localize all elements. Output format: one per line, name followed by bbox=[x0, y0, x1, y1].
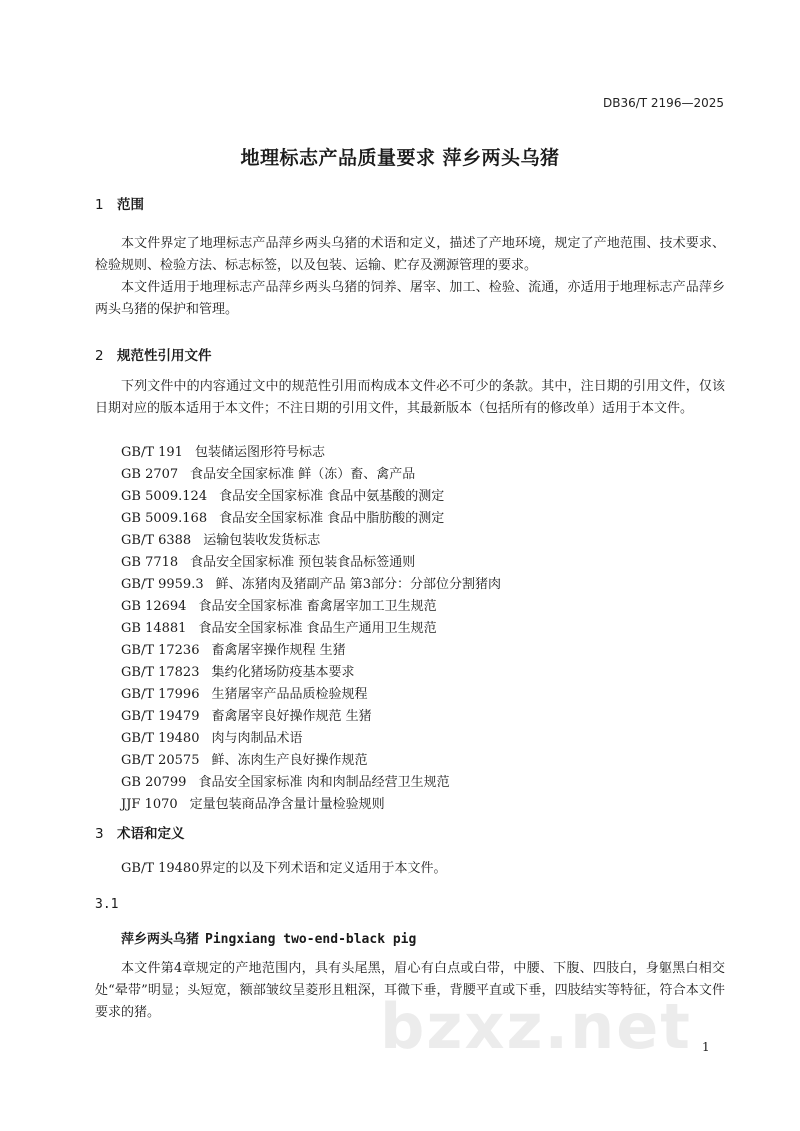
section-heading-terms bbox=[95, 822, 185, 842]
reference-code: JJF 1070 bbox=[121, 797, 178, 812]
reference-title: 食品安全国家标准 畜禽屠宰加工卫生规范 bbox=[198, 599, 437, 614]
reference-code: GB/T 9959.3 bbox=[121, 577, 204, 592]
reference-title: 包装储运图形符号标志 bbox=[194, 445, 325, 460]
document-code: DB36/T 2196—2025 bbox=[602, 96, 724, 110]
reference-code: GB/T 6388 bbox=[121, 533, 192, 548]
references-intro: 下列文件中的内容通过文中的规范性引用而构成本文件必不可少的条款。其中，注日期的引用文件，仅该日期对应的版本适用于本文件；不注日期的引用文件，其最新版本（包括所有的修改单）适用于本文件。 bbox=[95, 379, 725, 416]
reference-item bbox=[121, 552, 721, 574]
reference-title: 食品安全国家标准 预包装食品标签通则 bbox=[190, 555, 416, 570]
reference-code: GB/T 17236 bbox=[121, 643, 200, 658]
section-number: 2 bbox=[95, 348, 104, 364]
reference-title: 食品安全国家标准 食品中脂肪酸的测定 bbox=[219, 511, 445, 526]
reference-title: 鲜、冻肉生产良好操作规范 bbox=[211, 753, 368, 768]
section-title: 范围 bbox=[117, 197, 144, 213]
reference-title: 畜禽屠宰良好操作规范 生猪 bbox=[211, 709, 372, 724]
term-english: Pingxiang two-end-black pig bbox=[205, 932, 417, 947]
reference-title: 集约化猪场防疫基本要求 bbox=[211, 665, 355, 680]
reference-item bbox=[121, 794, 721, 816]
terms-intro: GB/T 19480界定的以及下列术语和定义适用于本文件。 bbox=[121, 861, 447, 876]
reference-title: 鲜、冻猪肉及猪副产品 第3部分：分部位分割猪肉 bbox=[215, 577, 502, 592]
reference-code: GB 5009.124 bbox=[121, 489, 208, 504]
section-number: 1 bbox=[95, 197, 104, 213]
reference-item bbox=[121, 706, 721, 728]
reference-item bbox=[121, 574, 721, 596]
page-number: 1 bbox=[702, 1040, 710, 1054]
reference-item bbox=[121, 684, 721, 706]
reference-code: GB/T 17996 bbox=[121, 687, 200, 702]
reference-item bbox=[121, 596, 721, 618]
section-title: 规范性引用文件 bbox=[117, 348, 212, 364]
reference-list bbox=[121, 442, 721, 816]
reference-item bbox=[121, 618, 721, 640]
reference-item bbox=[121, 728, 721, 750]
reference-title: 生猪屠宰产品品质检验规程 bbox=[211, 687, 368, 702]
reference-code: GB/T 17823 bbox=[121, 665, 200, 680]
reference-item bbox=[121, 640, 721, 662]
reference-code: GB/T 19479 bbox=[121, 709, 200, 724]
reference-code: GB/T 20575 bbox=[121, 753, 200, 768]
reference-title: 定量包装商品净含量计量检验规则 bbox=[189, 797, 385, 812]
reference-code: GB 14881 bbox=[121, 621, 187, 636]
reference-item bbox=[121, 464, 721, 486]
reference-title: 食品安全国家标准 食品生产通用卫生规范 bbox=[198, 621, 437, 636]
reference-title: 畜禽屠宰操作规程 生猪 bbox=[211, 643, 346, 658]
document-title: 地理标志产品质量要求 萍乡两头乌猪 bbox=[240, 147, 560, 169]
section-number: 3 bbox=[95, 826, 104, 842]
reference-item bbox=[121, 530, 721, 552]
watermark: bzxz.net bbox=[380, 990, 692, 1063]
reference-item bbox=[121, 442, 721, 464]
reference-code: GB 7718 bbox=[121, 555, 179, 570]
term-chinese: 萍乡两头乌猪 bbox=[121, 932, 200, 947]
reference-item bbox=[121, 750, 721, 772]
scope-paragraph-2: 本文件适用于地理标志产品萍乡两头乌猪的饲养、屠宰、加工、检验、流通，亦适用于地理标志产品萍乡两头乌猪的保护和管理。 bbox=[95, 280, 725, 317]
reference-title: 肉与肉制品术语 bbox=[211, 731, 303, 746]
reference-title: 运输包装收发货标志 bbox=[203, 533, 321, 548]
reference-item bbox=[121, 772, 721, 794]
term-entry bbox=[121, 928, 416, 947]
reference-code: GB/T 191 bbox=[121, 445, 183, 460]
reference-title: 食品安全国家标准 鲜（冻）畜、禽产品 bbox=[190, 467, 416, 482]
reference-code: GB/T 19480 bbox=[121, 731, 200, 746]
reference-item bbox=[121, 508, 721, 530]
reference-code: GB 5009.168 bbox=[121, 511, 208, 526]
reference-code: GB 2707 bbox=[121, 467, 179, 482]
reference-item bbox=[121, 662, 721, 684]
section-title: 术语和定义 bbox=[117, 826, 185, 842]
reference-code: GB 12694 bbox=[121, 599, 187, 614]
term-definition: 本文件第4章规定的产地范围内，具有头尾黑，眉心有白点或白带，中腰、下腹、四肢白，身躯黑白相交处“晕带”明显；头短宽，额部皱纹呈菱形且粗深，耳微下垂，背腰平直或下垂，四肢结实等特征，符合本文件要求的猪。 bbox=[95, 961, 725, 1020]
reference-title: 食品安全国家标准 肉和肉制品经营卫生规范 bbox=[198, 775, 450, 790]
reference-item bbox=[121, 486, 721, 508]
section-heading-references bbox=[95, 344, 212, 364]
scope-paragraph-1: 本文件界定了地理标志产品萍乡两头乌猪的术语和定义，描述了产地环境，规定了产地范围、技术要求、检验规则、检验方法、标志标签，以及包装、运输、贮存及溯源管理的要求。 bbox=[95, 236, 725, 273]
section-heading-scope bbox=[95, 193, 144, 213]
reference-title: 食品安全国家标准 食品中氨基酸的测定 bbox=[219, 489, 445, 504]
reference-code: GB 20799 bbox=[121, 775, 187, 790]
term-number: 3.1 bbox=[95, 897, 119, 912]
